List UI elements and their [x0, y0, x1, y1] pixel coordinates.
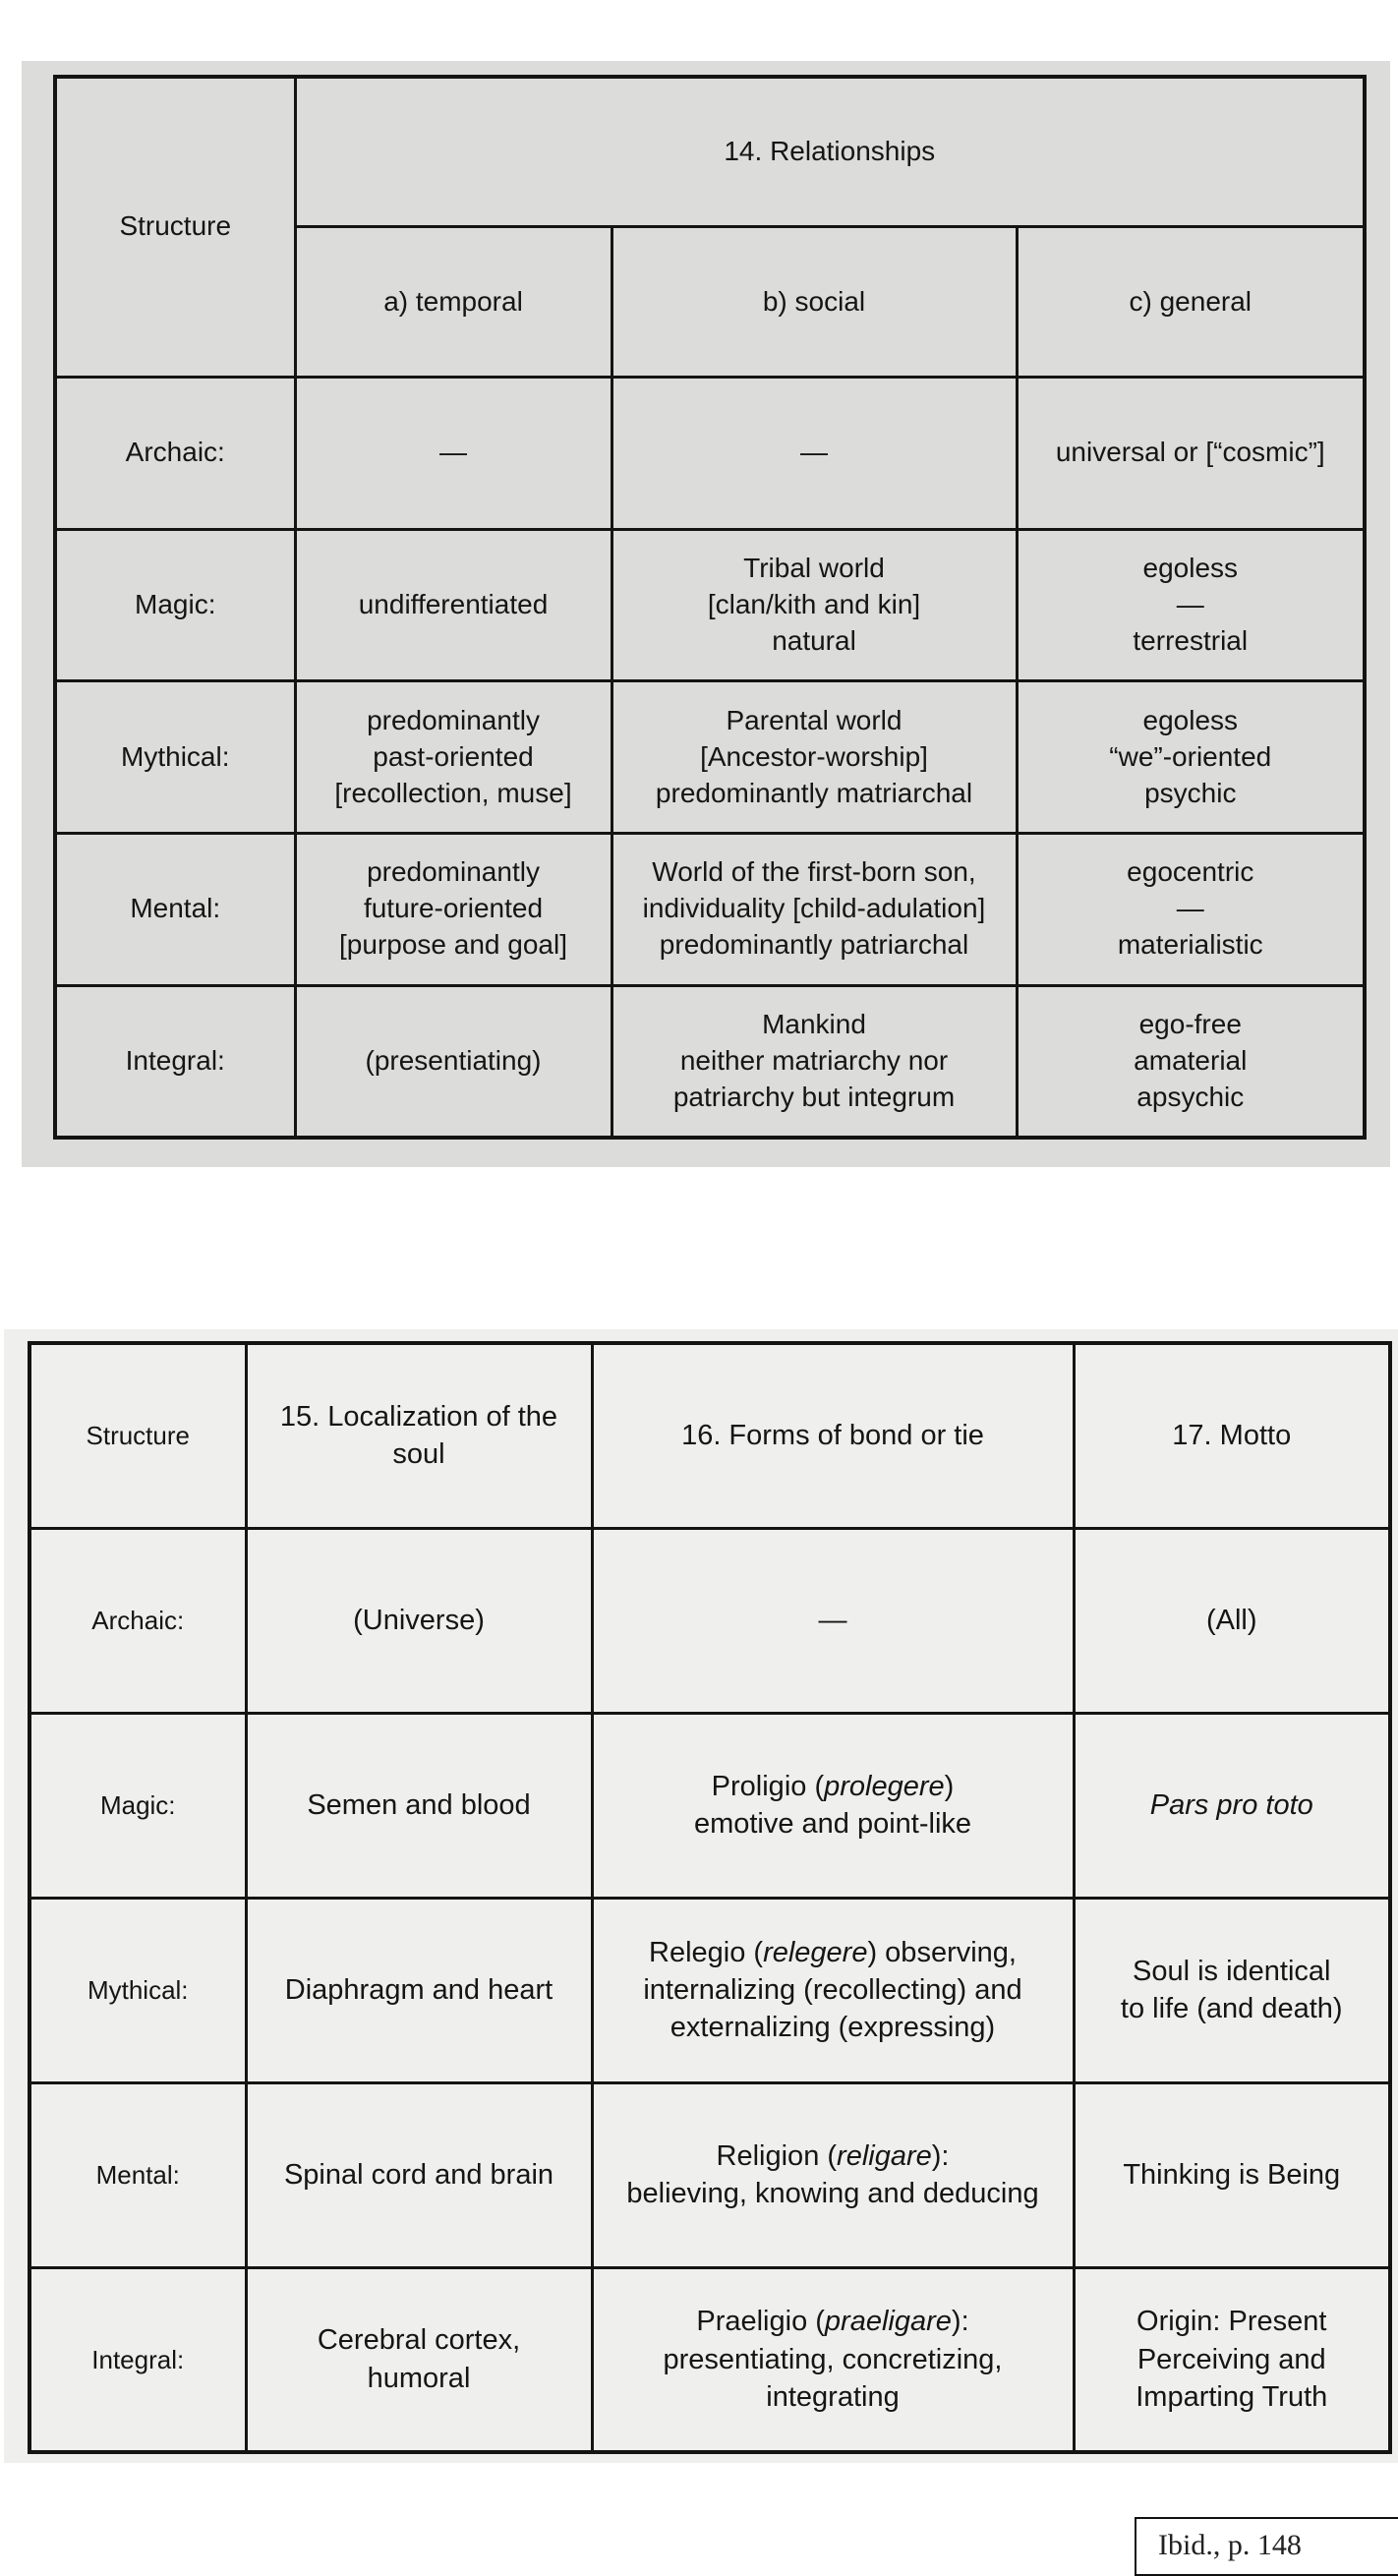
cell-line: internalizing (recollecting) and	[643, 1973, 1022, 2006]
cell-line: future-oriented	[363, 893, 544, 924]
bond-term-post: ):	[951, 2306, 969, 2338]
cell-line: patriarchy but integrum	[672, 1081, 956, 1112]
bond-cell	[592, 1528, 1074, 1713]
table-row	[29, 1528, 1390, 1713]
cell-line: Parental world	[726, 704, 903, 735]
cell-line: amaterial	[1134, 1044, 1248, 1076]
soul-cell	[246, 1528, 592, 1713]
bond-term-post: ) observing,	[867, 1936, 1017, 1968]
bond-latin-term: praeligare	[824, 2306, 952, 2338]
structure-header: Structure	[55, 77, 295, 377]
relationships-header: 14. Relationships	[295, 77, 1365, 227]
row-label: Magic:	[55, 529, 295, 681]
cell-line: emotive and point-like	[693, 1808, 972, 1840]
motto-header: 17. Motto	[1074, 1343, 1390, 1528]
table-row	[55, 985, 1365, 1138]
bond-term-pre: Religion (	[716, 2139, 838, 2172]
soul-bond-motto-table	[28, 1341, 1392, 2454]
cell-line: —	[800, 437, 828, 468]
cell-line: materialistic	[1117, 929, 1263, 961]
cell-line: [clan/kith and kin]	[707, 588, 921, 619]
cell-line: Diaphragm and heart	[284, 1973, 553, 2006]
cell-line: ego-free	[1138, 1008, 1242, 1039]
bond-header: 16. Forms of bond or tie	[592, 1343, 1074, 1528]
cell-line: Tribal world	[743, 552, 885, 583]
cell-line: World of the first-born son,	[652, 856, 976, 888]
cell-line: Cerebral cortex,	[317, 2324, 521, 2357]
cell-line: predominantly	[367, 856, 540, 888]
cell-line	[602, 1934, 1065, 1971]
cell-line: undifferentiated	[358, 588, 549, 619]
cell-line: believing, knowing and deducing	[626, 2178, 1039, 2209]
soul-header: 15. Localization of the soul	[246, 1343, 592, 1528]
temporal-header: a) temporal	[295, 227, 612, 378]
cell-line: individuality [child-adulation]	[642, 893, 986, 924]
row-label: Mental:	[55, 833, 295, 985]
cell-line: Origin: Present	[1136, 2306, 1327, 2338]
cell-line: —	[1176, 893, 1204, 924]
general-cell	[1017, 377, 1365, 529]
bond-term-post: )	[944, 1770, 955, 1802]
row-label: Mythical:	[29, 1898, 246, 2082]
cell-line: (presentiating)	[365, 1044, 542, 1076]
bond-cell	[592, 2082, 1074, 2267]
bond-latin-term: religare	[837, 2139, 932, 2172]
cell-line: terrestrial	[1133, 624, 1249, 656]
cell-line: Semen and blood	[307, 1788, 531, 1821]
bond-cell	[592, 2267, 1074, 2452]
relationships-table	[53, 75, 1367, 1140]
table-row	[55, 833, 1365, 985]
cell-line: [recollection, muse]	[334, 777, 572, 808]
cell-line: “we”-oriented	[1109, 740, 1272, 772]
row-label: Mental:	[29, 2082, 246, 2267]
structure-header: Structure	[29, 1343, 246, 1528]
cell-line: Mankind	[762, 1008, 866, 1039]
cell-line	[602, 2137, 1065, 2175]
cell-line: Thinking is Being	[1123, 2158, 1341, 2191]
cell-line: egocentric	[1127, 856, 1254, 888]
row-label: Mythical:	[55, 681, 295, 834]
cell-line: Spinal cord and brain	[283, 2158, 554, 2191]
bond-term-pre: Praeligio (	[696, 2306, 825, 2338]
row-label: Archaic:	[29, 1528, 246, 1713]
cell-line: Soul is identical	[1133, 1955, 1331, 1987]
cell-line: universal or [“cosmic”]	[1055, 437, 1325, 468]
bond-latin-term: relegere	[763, 1936, 868, 1968]
cell-line: integrating	[766, 2380, 900, 2413]
temporal-cell	[295, 681, 612, 834]
cell-line: apsychic	[1136, 1081, 1245, 1112]
cell-line	[602, 2303, 1065, 2340]
cell-line: predominantly	[367, 704, 540, 735]
soul-cell	[246, 2267, 592, 2452]
table-row	[55, 529, 1365, 681]
cell-line: humoral	[367, 2362, 471, 2394]
soul-cell	[246, 2082, 592, 2267]
bond-term-pre: Proligio (	[711, 1770, 825, 1802]
table-row	[55, 377, 1365, 529]
general-header: c) general	[1017, 227, 1365, 378]
bond-latin-term: prolegere	[824, 1770, 945, 1802]
social-cell	[612, 681, 1017, 834]
motto-cell	[1074, 1898, 1390, 2082]
soul-cell	[246, 1898, 592, 2082]
cell-line: presentiating, concretizing,	[663, 2343, 1003, 2375]
cell-line: egoless	[1142, 552, 1239, 583]
row-label: Archaic:	[55, 377, 295, 529]
cell-line: predominantly patriarchal	[659, 929, 969, 961]
cell-line: egoless	[1142, 704, 1239, 735]
bond-cell	[592, 1713, 1074, 1898]
motto-cell	[1074, 1528, 1390, 1713]
cell-line: —	[1176, 588, 1204, 619]
table-photo-relationships	[22, 61, 1390, 1167]
row-label: Integral:	[55, 985, 295, 1138]
general-cell	[1017, 529, 1365, 681]
cell-line: (All)	[1205, 1604, 1257, 1636]
table-row	[29, 1898, 1390, 2082]
cell-line: Pars pro toto	[1149, 1788, 1313, 1821]
cell-line: natural	[772, 624, 856, 656]
table-row	[29, 2082, 1390, 2267]
cell-line: predominantly matriarchal	[655, 777, 973, 808]
social-cell	[612, 985, 1017, 1138]
cell-line: to life (and death)	[1120, 1993, 1343, 2024]
row-label: Magic:	[29, 1713, 246, 1898]
bond-cell	[592, 1898, 1074, 2082]
cell-line: externalizing (expressing)	[670, 2012, 996, 2044]
cell-line: [Ancestor-worship]	[700, 740, 928, 772]
cell-line: —	[439, 437, 467, 468]
temporal-cell	[295, 985, 612, 1138]
cell-line: Imparting Truth	[1136, 2380, 1328, 2413]
social-cell	[612, 833, 1017, 985]
social-header: b) social	[612, 227, 1017, 378]
motto-cell	[1074, 2082, 1390, 2267]
table-row	[29, 2267, 1390, 2452]
table-photo-soul-bond-motto	[4, 1329, 1398, 2463]
general-cell	[1017, 833, 1365, 985]
soul-cell	[246, 1713, 592, 1898]
cell-line: past-oriented	[373, 740, 534, 772]
general-cell	[1017, 681, 1365, 834]
social-cell	[612, 377, 1017, 529]
social-cell	[612, 529, 1017, 681]
cell-line: Perceiving and	[1136, 2343, 1326, 2375]
cell-line: [purpose and goal]	[339, 929, 567, 961]
bond-term-post: ):	[931, 2139, 950, 2172]
cell-line: psychic	[1144, 777, 1237, 808]
temporal-cell	[295, 833, 612, 985]
temporal-cell	[295, 377, 612, 529]
motto-cell	[1074, 1713, 1390, 1898]
motto-cell	[1074, 2267, 1390, 2452]
cell-line: neither matriarchy nor	[679, 1044, 949, 1076]
row-label: Integral:	[29, 2267, 246, 2452]
page-reference: Ibid., p. 148	[1135, 2517, 1398, 2576]
cell-line	[602, 1768, 1065, 1805]
bond-term-pre: Relegio (	[649, 1936, 764, 1968]
cell-line: (Universe)	[353, 1604, 485, 1636]
general-cell	[1017, 985, 1365, 1138]
table-row	[55, 681, 1365, 834]
temporal-cell	[295, 529, 612, 681]
cell-line: —	[818, 1604, 847, 1636]
table-row	[29, 1713, 1390, 1898]
